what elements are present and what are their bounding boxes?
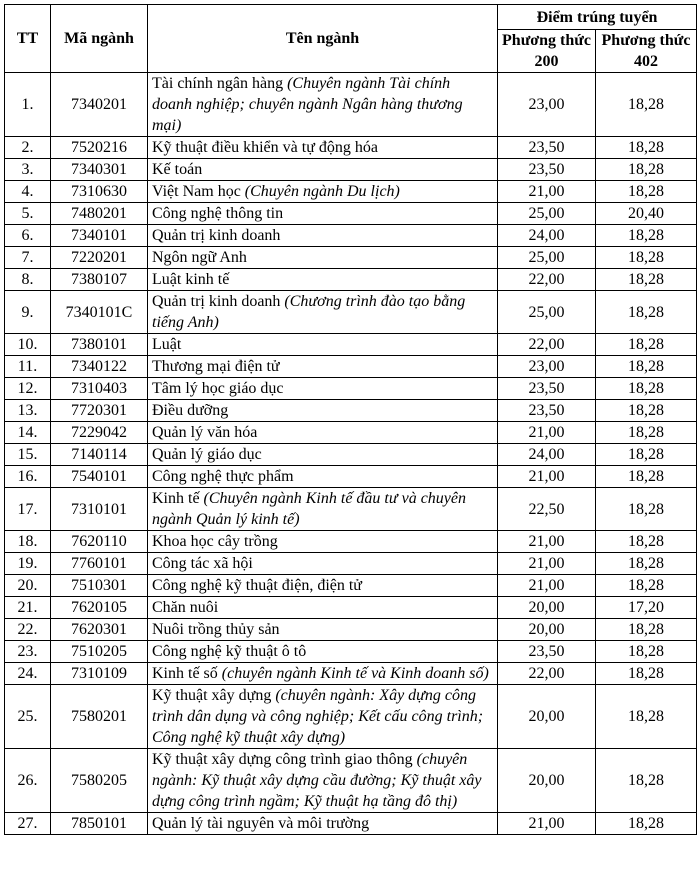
row-code: 7340101 — [51, 225, 148, 247]
row-code: 7380101 — [51, 334, 148, 356]
table-row — [5, 466, 697, 488]
table-row — [5, 378, 697, 400]
row-score-402: 18,28 — [596, 137, 697, 159]
row-name — [148, 334, 498, 356]
row-name — [148, 291, 498, 334]
row-score-402: 18,28 — [596, 181, 697, 203]
major-name: Công nghệ kỹ thuật ô tô — [152, 643, 307, 660]
row-score-200: 20,00 — [498, 685, 596, 749]
row-score-200: 21,00 — [498, 181, 596, 203]
table-row — [5, 225, 697, 247]
table-row — [5, 247, 697, 269]
row-tt: 10. — [5, 334, 51, 356]
row-tt: 1. — [5, 73, 51, 137]
row-score-200: 23,50 — [498, 400, 596, 422]
row-score-402: 18,28 — [596, 159, 697, 181]
major-name: Tâm lý học giáo dục — [152, 380, 284, 397]
major-name: Nuôi trồng thủy sản — [152, 621, 280, 638]
row-name — [148, 181, 498, 203]
major-name: Khoa học cây trồng — [152, 533, 278, 550]
row-code: 7140114 — [51, 444, 148, 466]
major-name: Quản trị kinh doanh — [152, 227, 281, 244]
row-name — [148, 749, 498, 813]
table-row — [5, 159, 697, 181]
row-tt: 7. — [5, 247, 51, 269]
major-name: Thương mại điện tử — [152, 358, 280, 375]
row-score-402: 18,28 — [596, 356, 697, 378]
row-score-402: 18,28 — [596, 553, 697, 575]
row-name — [148, 400, 498, 422]
row-tt: 27. — [5, 813, 51, 835]
major-name: Công nghệ thực phẩm — [152, 468, 294, 485]
row-score-402: 17,20 — [596, 597, 697, 619]
major-name: Tài chính ngân hàng — [152, 75, 288, 92]
row-score-200: 21,00 — [498, 466, 596, 488]
row-score-402: 18,28 — [596, 466, 697, 488]
major-name: Quản lý tài nguyên và môi trường — [152, 815, 370, 832]
row-tt: 26. — [5, 749, 51, 813]
row-score-200: 22,50 — [498, 488, 596, 531]
table-row — [5, 181, 697, 203]
row-score-402: 20,40 — [596, 203, 697, 225]
row-score-200: 21,00 — [498, 575, 596, 597]
row-score-200: 21,00 — [498, 813, 596, 835]
table-row — [5, 269, 697, 291]
row-tt: 9. — [5, 291, 51, 334]
row-tt: 21. — [5, 597, 51, 619]
row-score-200: 21,00 — [498, 531, 596, 553]
table-row — [5, 531, 697, 553]
major-name: Quản lý giáo dục — [152, 446, 262, 463]
row-code: 7760101 — [51, 553, 148, 575]
row-score-200: 20,00 — [498, 597, 596, 619]
row-tt: 5. — [5, 203, 51, 225]
row-tt: 11. — [5, 356, 51, 378]
row-score-200: 22,00 — [498, 334, 596, 356]
row-name — [148, 422, 498, 444]
major-name: Kinh tế số — [152, 665, 222, 682]
table-row — [5, 553, 697, 575]
major-name: Kế toán — [152, 161, 203, 178]
row-score-200: 23,00 — [498, 73, 596, 137]
table-row — [5, 619, 697, 641]
row-score-402: 18,28 — [596, 575, 697, 597]
row-name — [148, 553, 498, 575]
row-score-402: 18,28 — [596, 749, 697, 813]
row-code: 7229042 — [51, 422, 148, 444]
row-name — [148, 73, 498, 137]
row-tt: 17. — [5, 488, 51, 531]
row-tt: 19. — [5, 553, 51, 575]
row-name — [148, 488, 498, 531]
row-score-200: 25,00 — [498, 203, 596, 225]
header-tt: TT — [5, 5, 51, 73]
row-code: 7520216 — [51, 137, 148, 159]
row-score-200: 20,00 — [498, 619, 596, 641]
major-name: Quản lý văn hóa — [152, 424, 258, 441]
row-score-402: 18,28 — [596, 488, 697, 531]
row-code: 7310403 — [51, 378, 148, 400]
table-row — [5, 400, 697, 422]
row-name — [148, 685, 498, 749]
major-note: (Chuyên ngành Kinh tế đầu tư và chuyên ngành Quản lý kinh tế) — [152, 490, 466, 528]
row-code: 7480201 — [51, 203, 148, 225]
row-score-402: 18,28 — [596, 334, 697, 356]
row-name — [148, 159, 498, 181]
major-note: (chuyên ngành: Kỹ thuật xây dựng cầu đường; Kỹ thuật xây dựng công trình ngầm; Kỹ thuật hạ tầng đô thị) — [152, 751, 482, 810]
row-tt: 4. — [5, 181, 51, 203]
table-row — [5, 422, 697, 444]
row-code: 7380107 — [51, 269, 148, 291]
table-row — [5, 813, 697, 835]
row-code: 7340301 — [51, 159, 148, 181]
table-row — [5, 488, 697, 531]
major-name: Điều dưỡng — [152, 402, 229, 419]
major-name: Kỹ thuật điều khiển và tự động hóa — [152, 139, 378, 156]
row-tt: 13. — [5, 400, 51, 422]
header-code: Mã ngành — [51, 5, 148, 73]
row-tt: 23. — [5, 641, 51, 663]
row-code: 7580201 — [51, 685, 148, 749]
row-score-200: 24,00 — [498, 444, 596, 466]
table-row — [5, 137, 697, 159]
row-score-402: 18,28 — [596, 269, 697, 291]
row-score-200: 21,00 — [498, 553, 596, 575]
row-name — [148, 378, 498, 400]
major-note: (Chuyên ngành Du lịch) — [244, 183, 400, 200]
row-score-402: 18,28 — [596, 444, 697, 466]
major-note: (chuyên ngành: Xây dựng công trình dân dụng và công nghiệp; Kết cấu công trình; Công nghệ kỹ thuật xây dựng) — [152, 687, 484, 746]
row-code: 7540101 — [51, 466, 148, 488]
table-row — [5, 73, 697, 137]
row-tt: 14. — [5, 422, 51, 444]
row-code: 7220201 — [51, 247, 148, 269]
major-name: Việt Nam học — [152, 183, 245, 200]
row-tt: 25. — [5, 685, 51, 749]
row-tt: 2. — [5, 137, 51, 159]
row-score-402: 18,28 — [596, 378, 697, 400]
row-name — [148, 269, 498, 291]
row-score-402: 18,28 — [596, 400, 697, 422]
row-score-402: 18,28 — [596, 531, 697, 553]
major-name: Luật — [152, 336, 182, 353]
major-name: Ngôn ngữ Anh — [152, 249, 247, 266]
row-score-402: 18,28 — [596, 685, 697, 749]
header-method-402: Phương thức 402 — [596, 30, 697, 73]
table-row — [5, 597, 697, 619]
row-score-402: 18,28 — [596, 225, 697, 247]
row-name — [148, 597, 498, 619]
row-score-200: 23,50 — [498, 137, 596, 159]
row-name — [148, 225, 498, 247]
row-name — [148, 641, 498, 663]
row-tt: 22. — [5, 619, 51, 641]
row-tt: 24. — [5, 663, 51, 685]
row-name — [148, 203, 498, 225]
row-name — [148, 813, 498, 835]
row-tt: 20. — [5, 575, 51, 597]
row-score-402: 18,28 — [596, 291, 697, 334]
row-tt: 3. — [5, 159, 51, 181]
row-name — [148, 356, 498, 378]
row-score-200: 22,00 — [498, 269, 596, 291]
row-score-200: 21,00 — [498, 422, 596, 444]
row-score-402: 18,28 — [596, 813, 697, 835]
row-tt: 15. — [5, 444, 51, 466]
row-score-402: 18,28 — [596, 641, 697, 663]
row-code: 7510205 — [51, 641, 148, 663]
table-body — [5, 73, 697, 835]
row-name — [148, 137, 498, 159]
major-name: Kinh tế — [152, 490, 204, 507]
row-name — [148, 663, 498, 685]
row-code: 7620105 — [51, 597, 148, 619]
major-name: Kỹ thuật xây dựng công trình giao thông — [152, 751, 417, 768]
major-name: Luật kinh tế — [152, 271, 230, 288]
row-tt: 18. — [5, 531, 51, 553]
row-name — [148, 444, 498, 466]
major-name: Công nghệ kỹ thuật điện, điện tử — [152, 577, 362, 594]
row-score-402: 18,28 — [596, 73, 697, 137]
admission-score-table — [4, 4, 697, 835]
table-row — [5, 334, 697, 356]
header-name: Tên ngành — [148, 5, 498, 73]
row-score-402: 18,28 — [596, 619, 697, 641]
row-score-402: 18,28 — [596, 422, 697, 444]
row-name — [148, 575, 498, 597]
row-score-200: 23,00 — [498, 356, 596, 378]
row-score-200: 23,50 — [498, 159, 596, 181]
major-name: Quản trị kinh doanh — [152, 293, 285, 310]
major-name: Công tác xã hội — [152, 555, 253, 572]
major-note: (Chuyên ngành Tài chính doanh nghiệp; chuyên ngành Ngân hàng thương mại) — [152, 75, 463, 134]
row-code: 7340201 — [51, 73, 148, 137]
row-code: 7620110 — [51, 531, 148, 553]
row-name — [148, 531, 498, 553]
row-score-200: 25,00 — [498, 291, 596, 334]
row-tt: 8. — [5, 269, 51, 291]
row-code: 7310630 — [51, 181, 148, 203]
header-method-200: Phương thức 200 — [498, 30, 596, 73]
row-score-402: 18,28 — [596, 247, 697, 269]
table-row — [5, 685, 697, 749]
row-name — [148, 619, 498, 641]
table-row — [5, 291, 697, 334]
row-code: 7620301 — [51, 619, 148, 641]
row-score-200: 24,00 — [498, 225, 596, 247]
row-code: 7340122 — [51, 356, 148, 378]
table-row — [5, 641, 697, 663]
row-code: 7340101C — [51, 291, 148, 334]
header-score-group: Điểm trúng tuyển — [498, 5, 697, 30]
major-name: Kỹ thuật xây dựng — [152, 687, 276, 704]
major-note: (chuyên ngành Kinh tế và Kinh doanh số) — [221, 665, 489, 682]
row-name — [148, 247, 498, 269]
row-tt: 6. — [5, 225, 51, 247]
row-score-200: 25,00 — [498, 247, 596, 269]
row-code: 7310101 — [51, 488, 148, 531]
major-note: (Chương trình đào tạo bằng tiếng Anh) — [152, 293, 466, 331]
major-name: Công nghệ thông tin — [152, 205, 284, 222]
table-row — [5, 356, 697, 378]
table-row — [5, 203, 697, 225]
row-score-402: 18,28 — [596, 663, 697, 685]
table-row — [5, 749, 697, 813]
row-code: 7510301 — [51, 575, 148, 597]
row-code: 7310109 — [51, 663, 148, 685]
row-code: 7580205 — [51, 749, 148, 813]
major-name: Chăn nuôi — [152, 599, 219, 616]
table-row — [5, 444, 697, 466]
row-score-200: 23,50 — [498, 641, 596, 663]
row-score-200: 20,00 — [498, 749, 596, 813]
row-score-200: 22,00 — [498, 663, 596, 685]
row-tt: 12. — [5, 378, 51, 400]
row-tt: 16. — [5, 466, 51, 488]
table-row — [5, 575, 697, 597]
row-score-200: 23,50 — [498, 378, 596, 400]
row-name — [148, 466, 498, 488]
row-code: 7720301 — [51, 400, 148, 422]
table-row — [5, 663, 697, 685]
row-code: 7850101 — [51, 813, 148, 835]
